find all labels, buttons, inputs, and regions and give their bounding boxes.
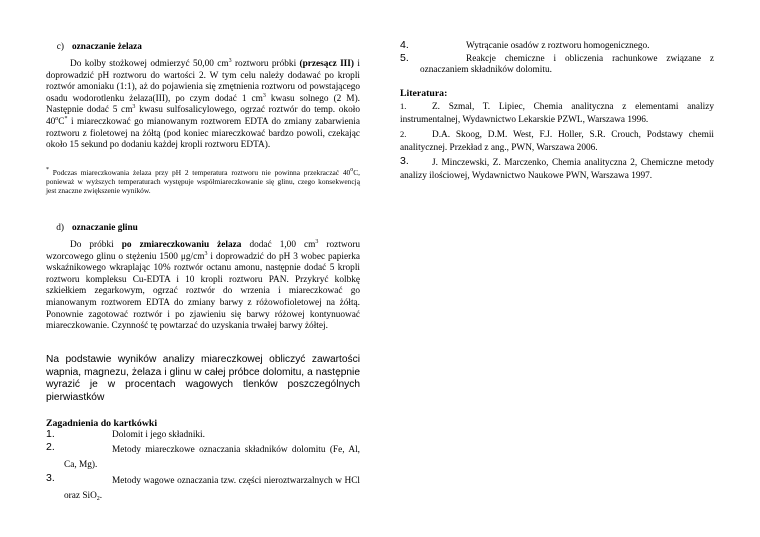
- list-item: 3. Metody wagowe oznaczania tzw. części nieroztwarzalnych w HCl oraz SiO$_2$.: [46, 471, 360, 502]
- zagadnienia-title: Zagadnienia do kartkówki: [46, 418, 158, 429]
- section-d-heading: [46, 223, 138, 235]
- reference-item: 3. J. Minczewski, Z. Marczenko, Chemia analityczna 2, Chemiczne metody analizy ilościowej, Wydawnictwo Naukowe PWN, Warszawa 1997.: [400, 155, 714, 181]
- section-d-label: d): [56, 223, 64, 233]
- section-c-label: c): [56, 42, 64, 52]
- literatura-title: Literatura:: [400, 88, 448, 99]
- list-item: 2. Metody miareczkowe oznaczania składników dolomitu (Fe, Al, Ca, Mg).: [46, 440, 360, 470]
- list-item: 1. Dolomit i jego składniki.: [46, 428, 205, 440]
- section-d-title: oznaczanie glinu: [72, 223, 138, 233]
- list-item: 4. Wytrącanie osadów z roztworu homogenicznego.: [400, 39, 650, 51]
- aluminium-procedure-paragraph: Do próbki po zmiareczkowaniu żelaza dodać 1,00 $cm^3$ roztworu wzorcowego glinu o stężeniu 1500 $\mu g/cm^3$ i doprowadzić do pH 3 wobec papierka wskaźnikowego wkraplając 10% roztwór octanu amonu, następnie dodać 5 kropli roztworu kompleksu Cu-EDTA i 10 kropli roztworu PAN. Przykryć kolbkę szkiełkiem zegarkowym, ogrzać roztwór do wrzenia i miareczkować go mianowanym roztworem EDTA do zmiany barwy z różowofioletowej na żółtą. Ponownie zagotować roztwór i po zjawieniu się barwy różowej kontynuować miareczkowanie. Czynność tę powtarzać do uzyskania trwałej barwy żółtej.: [46, 239, 360, 332]
- list-item: 5. Reakcje chemiczne i obliczenia rachunkowe związane z oznaczaniem składników dolomitu.: [400, 51, 714, 76]
- iron-procedure-paragraph: Do kolby stożkowej odmierzyć 50,00 $cm^3$ roztworu próbki (przesącz III) i doprowadzić pH roztworu do wartości 2. W tym celu należy dodawać po kropli roztwór amoniaku (1:1), aż do pojawienia się zmętnienia roztworu od powstającego osadu wodorotlenku żelaza(III), po czym dodać 1 $cm^3$ kwasu solnego (2 M). Następnie dodać 5 $cm^3$ kwasu sulfosalicylowego, ogrzać roztwór do temp. około 40$^o$C* i miareczkować go mianowanym roztworem EDTA do zmiany zabarwienia roztworu z fioletowej na żółtą (pod koniec miareczkować bardzo powoli, czekając około 15 sekund po dodaniu każdej kropli roztworu EDTA).: [46, 58, 360, 151]
- section-c-heading: [46, 42, 142, 54]
- section-c-title: oznaczanie żelaza: [72, 42, 142, 52]
- literatura-section: [400, 88, 714, 183]
- reference-item: 1. Z. Szmal, T. Lipiec, Chemia analityczna z elementami analizy instrumentalnej, Wydawnictwo Lekarskie PZWL, Warszawa 1996.: [400, 101, 714, 125]
- reference-item: 2. D.A. Skoog, D.M. West, F.J. Holler, S.R. Crouch, Podstawy chemii analitycznej. Przekład z ang., PWN, Warszawa 2006.: [400, 129, 714, 153]
- zagadnienia-section: [46, 418, 360, 504]
- summary-paragraph: Na podstawie wyników analizy miareczkowej obliczyć zawartości wapnia, magnezu, żelaza i glinu w całej próbce dolomitu, a następnie wyrazić je w procentach wagowych tlenków poszczególnych pierwiastków: [46, 354, 360, 403]
- temperature-footnote: * Podczas miareczkowania żelaza przy pH 2 temperatura roztworu nie powinna przekraczać 40$^o$C, ponieważ w wyższych temperaturach występuje współmiareczkowanie się glinu, czego konsekwencją jest znaczne zwiększenie wyników.: [46, 167, 360, 196]
- zagadnienia-continued: [400, 41, 714, 77]
